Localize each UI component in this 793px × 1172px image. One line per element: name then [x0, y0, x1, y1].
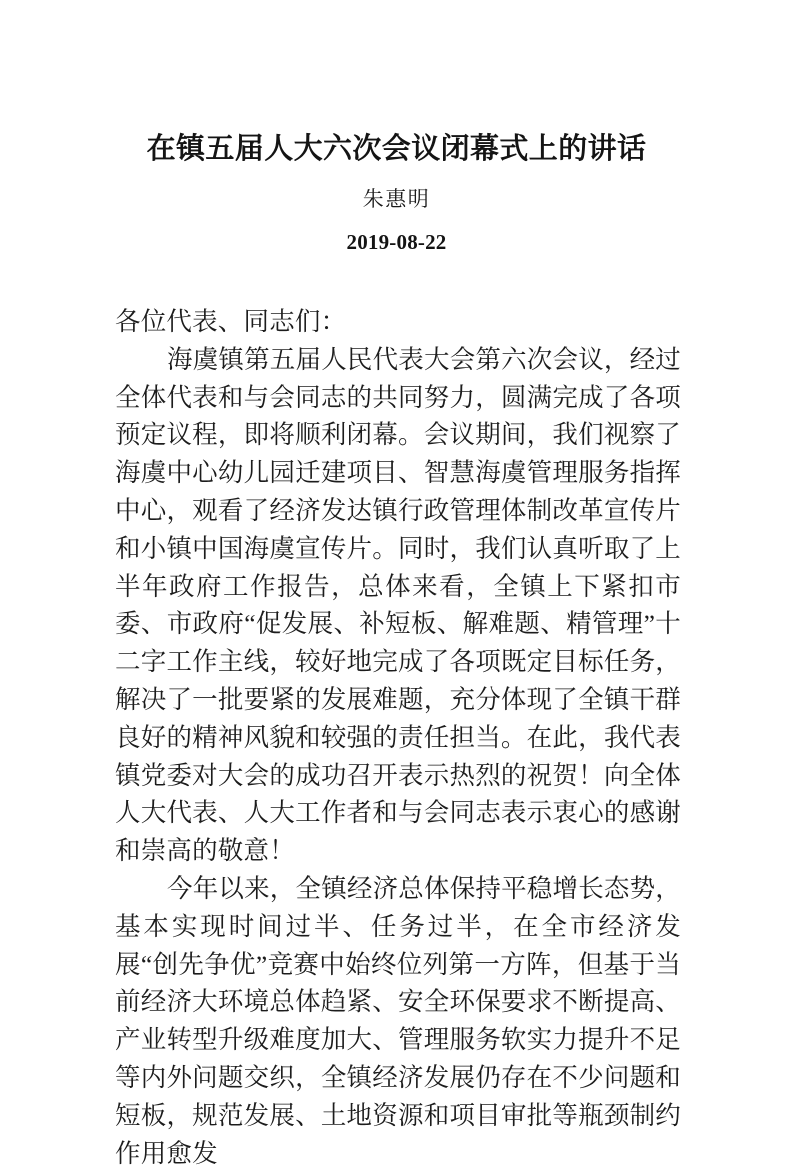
document-author: 朱惠明 [362, 187, 431, 211]
document-date: 2019-08-22 [346, 230, 447, 254]
title-block [113, 128, 680, 257]
salutation-line: 各位代表、同志们： [115, 307, 347, 336]
document-body [115, 303, 681, 1172]
body-paragraph-2: 今年以来，全镇经济总体保持平稳增长态势，基本实现时间过半、任务过半，在全市经济发展“创先争优”竞赛中始终位列第一方阵，但基于当前经济大环境总体趋紧、安全环保要求不断提高、产业转型升级难度加大、管理服务软实力提升不足等内外问题交织，全镇经济发展仍存在不少问题和短板，规范发展、土地资源和项目审批等瓶颈制约作用愈发 [115, 873, 682, 1168]
document-title: 在镇五届人大六次会议闭幕式上的讲话 [146, 133, 647, 165]
body-paragraph-1: 海虞镇第五届人民代表大会第六次会议，经过全体代表和与会同志的共同努力，圆满完成了各项预定议程，即将顺利闭幕。会议期间，我们视察了海虞中心幼儿园迁建项目、智慧海虞管理服务指挥中心，观看了经济发达镇行政管理体制改革宣传片和小镇中国海虞宣传片。同时，我们认真听取了上半年政府工作报告，总体来看，全镇上下紧扣市委、市政府“促发展、补短板、解难题、精管理”十二字工作主线，较好地完成了各项既定目标任务，解决了一批要紧的发展难题，充分体现了全镇干群良好的精神风貌和较强的责任担当。在此，我代表镇党委对大会的成功召开表示热烈的祝贺！向全体人大代表、人大工作者和与会同志表示衷心的感谢和崇高的敬意！ [115, 344, 682, 866]
